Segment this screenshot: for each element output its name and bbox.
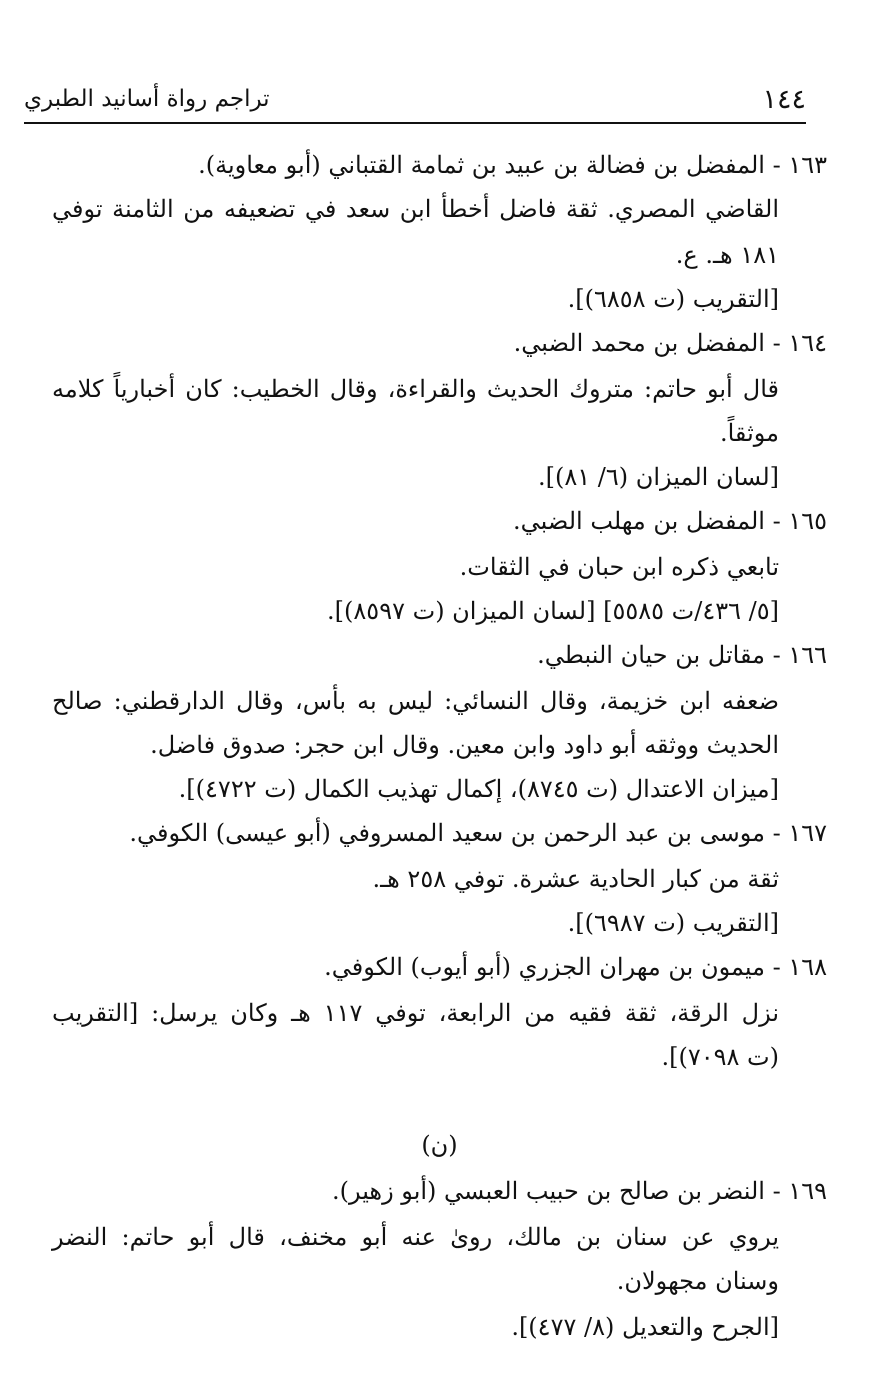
entry-168-heading: ١٦٨ - ميمون بن مهران الجزري (أبو أيوب) الكوفي. [324,953,827,981]
entry-166-text-2: الحديث ووثقه أبو داود وابن معين. وقال ابن حجر: صدوق فاضل. [150,731,779,759]
entry-166-heading: ١٦٦ - مقاتل بن حيان النبطي. [537,641,827,669]
entry-168-text-2: (ت ٧٠٩٨)]. [661,1043,779,1071]
entry-165-heading: ١٦٥ - المفضل بن مهلب الضبي. [513,507,827,535]
entry-164-heading: ١٦٤ - المفضل بن محمد الضبي. [513,329,827,357]
entry-167-heading: ١٦٧ - موسى بن عبد الرحمن بن سعيد المسروفي (أبو عيسى) الكوفي. [129,819,827,847]
entry-163-reference: [التقريب (ت ٦٨٥٨)]. [567,285,779,313]
entry-169-text-2: وسنان مجهولان. [616,1267,779,1295]
entry-165-reference: [٥/ ٤٣٦/ت ٥٥٨٥] [لسان الميزان (ت ٨٥٩٧)]. [327,597,779,625]
entry-163-text-1: القاضي المصري. ثقة فاضل أخطأ ابن سعد في تضعيفه من الثامنة توفي [52,195,780,223]
entry-168-text-1: نزل الرقة، ثقة فقيه من الرابعة، توفي ١١٧ هـ وكان يرسل: [التقريب [52,999,780,1027]
entry-167-text: ثقة من كبار الحادية عشرة. توفي ٢٥٨ هـ. [372,865,779,893]
entry-164-text-2: موثقاً. [719,419,779,447]
entry-163-text-2: ١٨١ هـ. ع. [675,241,779,269]
entry-169-heading: ١٦٩ - النضر بن صالح بن حبيب العبسي (أبو زهير). [331,1177,827,1205]
entry-165-text: تابعي ذكره ابن حبان في الثقات. [459,553,779,581]
entry-169-text-1: يروي عن سنان بن مالك، روىٰ عنه أبو مخنف، قال أبو حاتم: النضر [52,1223,779,1251]
page-number: ١٤٤ [762,84,806,115]
entry-169-reference: [الجرح والتعديل (٨/ ٤٧٧)]. [511,1313,779,1341]
entry-166-text-1: ضعفه ابن خزيمة، وقال النسائي: ليس به بأس، وقال الدارقطني: صالح [52,687,779,715]
section-letter-nun: (ن) [421,1131,458,1159]
entry-164-reference: [لسان الميزان (٦/ ٨١)]. [537,463,779,491]
entry-166-reference: [ميزان الاعتدال (ت ٨٧٤٥)، إكمال تهذيب الكمال (ت ٤٧٢٢)]. [178,775,779,803]
page-header [24,80,806,124]
entry-167-reference: [التقريب (ت ٦٩٨٧)]. [567,909,779,937]
entry-163-heading: ١٦٣ - المفضل بن فضالة بن عبيد بن ثمامة القتباني (أبو معاوية). [198,151,827,179]
running-title: تراجم رواة أسانيد الطبري [24,86,270,112]
entry-164-text-1: قال أبو حاتم: متروك الحديث والقراءة، وقال الخطيب: كان أخبارياً كلامه [52,375,779,403]
